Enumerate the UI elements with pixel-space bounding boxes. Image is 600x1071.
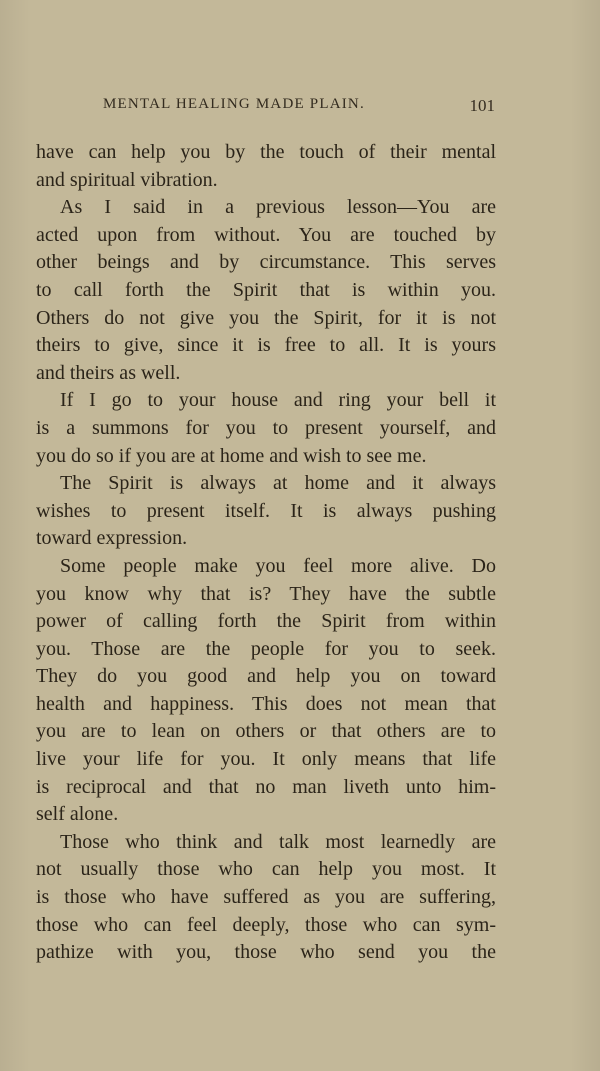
text-line: self alone.	[36, 803, 119, 826]
text-line: theirs to give, since it is free to all. It is yours	[36, 334, 496, 357]
text-line: toward expression.	[36, 527, 188, 550]
text-line: As I said in a previous lesson—You are	[60, 196, 496, 219]
text-line: you know why that is? They have the subtle	[36, 582, 496, 605]
text-line: wishes to present itself. It is always pushing	[36, 499, 496, 522]
running-head: MENTAL HEALING MADE PLAIN.	[103, 96, 365, 112]
text-line: The Spirit is always at home and it always	[60, 472, 496, 495]
text-line: is reciprocal and that no man liveth unto him-	[36, 775, 496, 798]
text-line: have can help you by the touch of their mental	[36, 141, 496, 163]
text-line: and spiritual vibration.	[36, 168, 218, 191]
text-line: Those who think and talk most learnedly are	[60, 830, 496, 853]
body-text	[36, 139, 496, 967]
text-line: acted upon from without. You are touched by	[36, 223, 496, 246]
text-line: and theirs as well.	[36, 361, 181, 384]
text-line: is those who have suffered as you are suffering,	[36, 886, 496, 909]
text-line: those who can feel deeply, those who can sym-	[36, 913, 496, 936]
page-header	[103, 96, 495, 120]
text-line: you. Those are the people for you to seek.	[36, 637, 496, 660]
page-number: 101	[469, 96, 495, 115]
text-line: you do so if you are at home and wish to see me.	[36, 444, 427, 467]
text-line: you are to lean on others or that others are to	[36, 720, 496, 743]
text-line: health and happiness. This does not mean that	[36, 692, 496, 715]
text-line: If I go to your house and ring your bell it	[60, 389, 496, 412]
text-line: Others do not give you the Spirit, for it is not	[36, 306, 496, 329]
text-line: power of calling forth the Spirit from within	[36, 610, 496, 633]
text-line: pathize with you, those who send you the	[36, 941, 496, 964]
text-line: is a summons for you to present yourself, and	[36, 416, 496, 439]
text-line: live your life for you. It only means that life	[36, 748, 496, 771]
text-line: to call forth the Spirit that is within you.	[36, 278, 496, 301]
text-line: Some people make you feel more alive. Do	[60, 554, 496, 577]
text-line: They do you good and help you on toward	[36, 665, 496, 688]
text-line: not usually those who can help you most. It	[36, 858, 496, 881]
text-line: other beings and by circumstance. This serves	[36, 251, 496, 274]
